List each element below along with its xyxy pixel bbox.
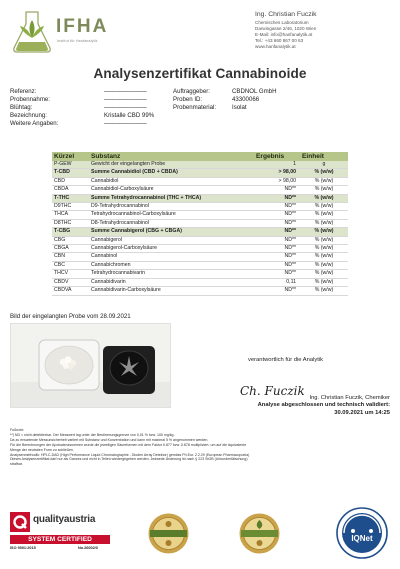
table-row xyxy=(52,278,348,286)
sample-info-right xyxy=(173,88,393,112)
info-row xyxy=(10,112,230,120)
cell-code: CBDV xyxy=(52,278,89,286)
table-row xyxy=(52,194,348,202)
table-row xyxy=(52,236,348,244)
column-header: Kürzel xyxy=(52,152,89,161)
table-row xyxy=(52,161,348,169)
info-key: Bezeichnung: xyxy=(10,112,47,120)
validation-block xyxy=(200,395,390,417)
cell-unit: % (w/w) xyxy=(300,211,348,219)
table-row xyxy=(52,228,348,236)
cell-result: ND** xyxy=(254,287,300,295)
certificate-title: Analysenzertifikat Cannabinoide xyxy=(93,66,307,81)
info-value: ——————— xyxy=(104,120,147,128)
logo-wordmark: IFHA xyxy=(56,16,109,37)
info-value: ——————— xyxy=(104,104,147,112)
cell-unit: % (w/w) xyxy=(300,186,348,194)
table-row xyxy=(52,169,348,177)
eco-seal-icon xyxy=(238,512,281,555)
info-value: Isolat xyxy=(232,104,247,112)
footnote-line: Dieses Analysenzertifikat darf nur als Ganzes und nicht in Teilen wiedergegeben werden. Jedwede Änderung ist nach § 223 StGB (Urkundenfälschung) xyxy=(10,457,248,462)
cell-substance: Cannabidivarin xyxy=(89,278,254,286)
table-row xyxy=(52,211,348,219)
cell-code: T-CBG xyxy=(52,228,89,236)
cell-result: ND** xyxy=(254,194,300,202)
info-value: ——————— xyxy=(104,88,147,95)
cell-unit: % (w/w) xyxy=(300,169,348,177)
cell-substance: D9-Tetrahydrocannabinol xyxy=(89,203,254,211)
cell-unit: % (w/w) xyxy=(300,228,348,236)
info-key: Blühtag: xyxy=(10,104,33,112)
lab-address-block xyxy=(255,11,395,50)
footnote-line: strafbar. xyxy=(10,462,23,467)
flask-leaf-icon xyxy=(10,8,54,54)
cell-result: > 98,00 xyxy=(254,169,300,177)
cell-result: ND** xyxy=(254,211,300,219)
info-key: Probenmaterial: xyxy=(173,104,217,112)
info-key: Proben ID: xyxy=(173,96,203,104)
cell-unit: % (w/w) xyxy=(300,245,348,253)
cell-substance: Summe Cannabigerol (CBG + CBGA) xyxy=(89,228,254,236)
table-row xyxy=(52,245,348,253)
cell-result: ND** xyxy=(254,261,300,269)
info-row xyxy=(173,104,393,112)
info-value: 43300066 xyxy=(232,96,260,104)
cell-unit: % (w/w) xyxy=(300,219,348,227)
cell-substance: D8-Tetrahydrocannabinol xyxy=(89,219,254,227)
info-key: Probennahme: xyxy=(10,96,50,104)
table-row xyxy=(52,253,348,261)
cell-code: CBN xyxy=(52,253,89,261)
cell-result: ND** xyxy=(254,186,300,194)
table-row xyxy=(52,270,348,278)
table-body xyxy=(52,161,348,295)
cell-result: 1 xyxy=(254,161,300,169)
column-header: Substanz xyxy=(89,152,254,161)
table-row xyxy=(52,177,348,185)
cell-unit: % (w/w) xyxy=(300,261,348,269)
cell-code: CBDA xyxy=(52,186,89,194)
cell-substance: Cannabinol xyxy=(89,253,254,261)
footnotes xyxy=(10,428,390,467)
validation-datetime: 30.09.2021 um 14:25 xyxy=(334,409,390,416)
lab-line: Chemisches Laboratorium xyxy=(255,19,309,25)
cell-result: ND** xyxy=(254,270,300,278)
logo-tagline: Institut für Hanfanalytik xyxy=(57,39,98,43)
column-header: Ergebnis xyxy=(254,152,300,161)
lab-email: E-Mail: info@hanfanalytik.at xyxy=(255,31,313,37)
qa-iso: ISO 9001:2015 xyxy=(10,546,36,550)
validation-text: Analyse abgeschlossen und technisch validiert: xyxy=(257,402,390,409)
footnote-line: **) ND = nicht detektierbar. Der Messwert lag unter der Bestimmungsgrenze von 0,01 % bzw. 100 mg/kg. xyxy=(10,432,175,437)
cell-result: ND** xyxy=(254,228,300,236)
quality-austria-logo xyxy=(10,510,110,554)
table-row xyxy=(52,219,348,227)
cell-unit: g xyxy=(300,161,348,169)
photo-caption: Bild der eingelangten Probe vom 28.09.2021 xyxy=(10,313,131,320)
footnote-line: Analysenmethodik: HPLC-DAD (High Performance Liquid Chromatographie - Dioden Array Detektor) gemäss Ph.Eur. 2.2.29 (European Pharmacopoeia) xyxy=(10,452,250,457)
responsible-label: verantwortlich für die Analytik xyxy=(248,357,324,363)
svg-text:IQNet: IQNet xyxy=(351,534,373,543)
handwritten-signature: Ch. Fuczik xyxy=(240,384,305,398)
cell-substance: Cannabidiol-Carboxylsäure xyxy=(89,186,254,194)
sample-photo xyxy=(10,323,171,408)
info-key: Auftraggeber: xyxy=(173,88,210,95)
lab-line: Darwingasse 2/46, 1020 Wien xyxy=(255,25,317,31)
cell-code: P-GEW xyxy=(52,161,89,169)
cell-substance: Cannabigerol xyxy=(89,236,254,244)
cell-code: CBDVA xyxy=(52,287,89,295)
quality-seal-icon xyxy=(147,512,190,555)
table-row xyxy=(52,261,348,269)
sample-jar-image xyxy=(11,324,171,408)
cell-code: D9THC xyxy=(52,203,89,211)
lab-phone: Tel.: +43 660 867 00 63 xyxy=(255,37,304,43)
cell-code: T-THC xyxy=(52,194,89,202)
cell-substance: Summe Cannabidiol (CBD + CBDA) xyxy=(89,169,254,177)
footnote-line: Da zu erwartende Messunsicherheit variiert mit Substanz und Konzentration und kann mit maximal 5 % angenommen werden. xyxy=(10,437,209,442)
info-key: Weitere Angaben: xyxy=(10,120,59,128)
cell-code: THCA xyxy=(52,211,89,219)
footnote-line: Für die Berechnungen der Apoisalenzsummen wurde die jeweiligen Säureformen mit dem Faktor 0.877 bzw. 0.878 multipliziert, um auf die äquivalente xyxy=(10,442,247,447)
cell-substance: Cannabigerol-Carboxylsäure xyxy=(89,245,254,253)
cell-substance: Tetrahydrocannabinol-Carboxylsäure xyxy=(89,211,254,219)
cell-result: ND** xyxy=(254,245,300,253)
info-row xyxy=(10,120,230,128)
cell-result: 0,11 xyxy=(254,278,300,286)
ifha-logo xyxy=(10,8,130,54)
cell-unit: % (w/w) xyxy=(300,253,348,261)
qa-square-icon xyxy=(10,512,30,532)
lab-website: www.hanfanalytik.at xyxy=(255,43,296,49)
cell-result: ND** xyxy=(254,203,300,211)
info-value: ——————— xyxy=(104,96,147,104)
cell-unit: % (w/w) xyxy=(300,278,348,286)
cell-code: CBC xyxy=(52,261,89,269)
cell-result: ND** xyxy=(254,219,300,227)
cell-substance: Cannabichromen xyxy=(89,261,254,269)
qa-system-certified: SYSTEM CERTIFIED xyxy=(10,535,110,544)
table-row xyxy=(52,203,348,211)
table-row xyxy=(52,287,348,295)
info-row xyxy=(173,88,393,96)
cell-code: CBG xyxy=(52,236,89,244)
cell-unit: % (w/w) xyxy=(300,270,348,278)
cell-code: D8THC xyxy=(52,219,89,227)
cell-unit: % (w/w) xyxy=(300,236,348,244)
footnote-line: Menge der neutralen Form zu schließen. xyxy=(10,447,74,452)
cell-result: ND** xyxy=(254,236,300,244)
cell-substance: Cannabidiol xyxy=(89,177,254,185)
table-header-row xyxy=(52,152,348,161)
cell-code: THCV xyxy=(52,270,89,278)
iqnet-certified-icon xyxy=(336,507,388,559)
cell-result: ND** xyxy=(254,253,300,261)
cell-unit: % (w/w) xyxy=(300,177,348,185)
lab-name: Ing. Christian Fuczik xyxy=(255,11,317,18)
cell-result: > 98,00 xyxy=(254,177,300,185)
cell-unit: % (w/w) xyxy=(300,194,348,202)
footnote-title: Fußnote: xyxy=(10,428,25,432)
cell-code: T-CBD xyxy=(52,169,89,177)
info-row xyxy=(173,96,393,104)
qa-name: qualityaustria xyxy=(33,514,96,525)
info-value: CBDNOL GmbH xyxy=(232,88,277,95)
cell-substance: Cannabidivarin-Carboxylsäure xyxy=(89,287,254,295)
cannabinoid-results-table xyxy=(52,152,348,296)
chemist-name: Ing. Christian Fuczik, Chemiker xyxy=(309,395,390,401)
cell-substance: Summe Tetrahydrocannabinol (THC + THCA) xyxy=(89,194,254,202)
info-value: Kristalle CBD 99% xyxy=(104,112,155,120)
cell-code: CBGA xyxy=(52,245,89,253)
cell-substance: Tetrahydrocannabivarin xyxy=(89,270,254,278)
column-header: Einheit xyxy=(300,152,348,161)
cell-code: CBD xyxy=(52,177,89,185)
qa-number: No.26002/0 xyxy=(78,546,98,550)
table-row xyxy=(52,186,348,194)
info-key: Referenz: xyxy=(10,88,37,95)
cell-unit: % (w/w) xyxy=(300,203,348,211)
cell-unit: % (w/w) xyxy=(300,287,348,295)
cell-substance: Gewicht der eingelangten Probe xyxy=(89,161,254,169)
